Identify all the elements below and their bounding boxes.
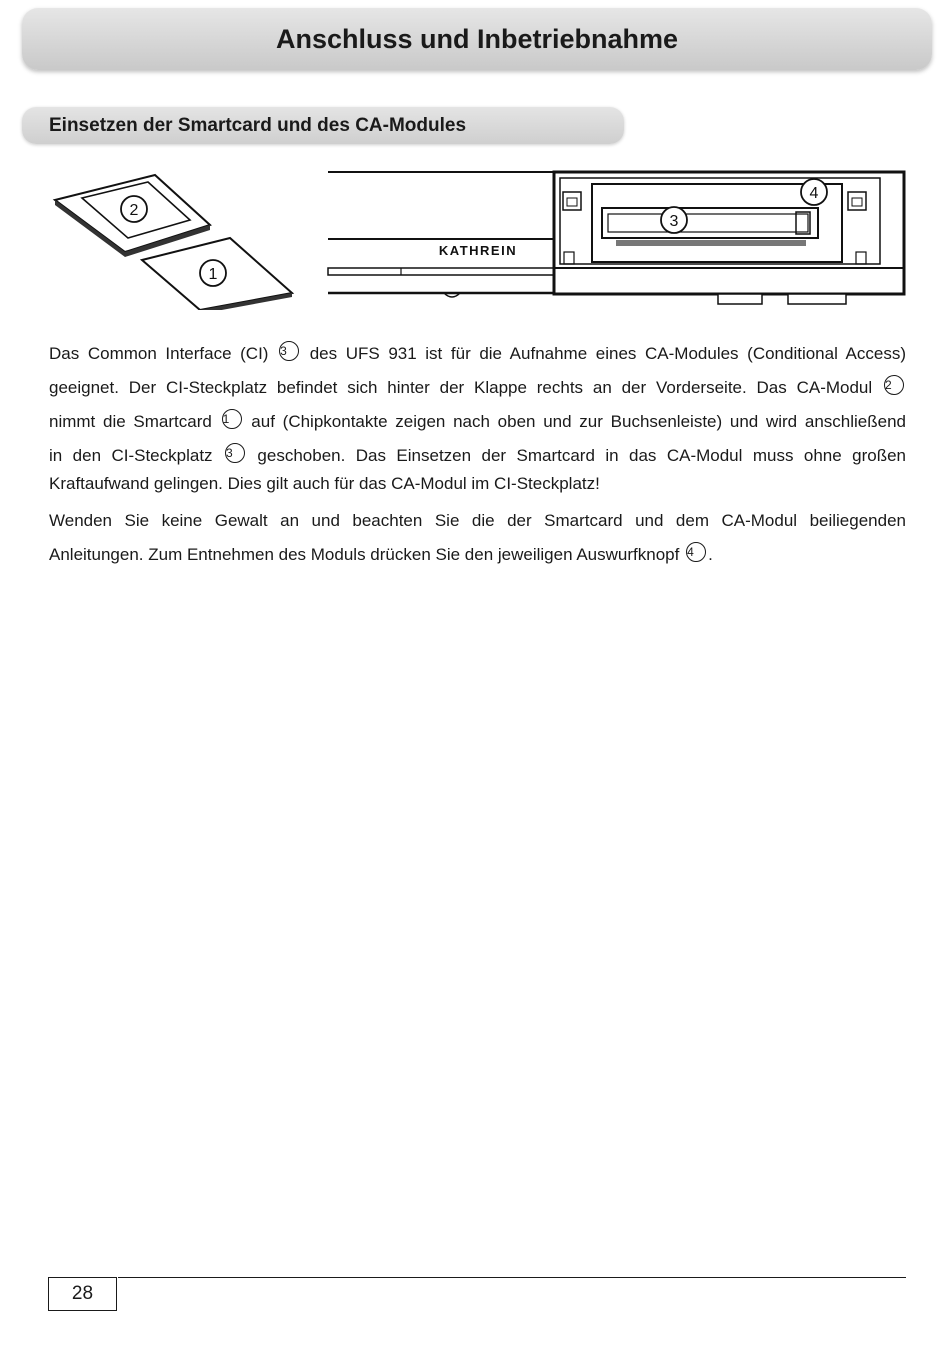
footer-rule [118, 1277, 906, 1278]
illustration [0, 160, 950, 310]
text-line: Kraftaufwand gelingen. Dies gilt auch für das CA-Modul im CI-Steckplatz! [49, 474, 600, 493]
smartcard-module-drawing [50, 160, 300, 310]
brand-logo: KATHREIN [438, 243, 518, 258]
callout-4-icon: 4 [686, 542, 706, 562]
callout-4-icon [801, 179, 827, 205]
page-number: 28 [48, 1277, 117, 1311]
callout-2-icon [121, 196, 147, 222]
svg-text:2: 2 [129, 202, 139, 219]
text-line: Wenden Sie keine Gewalt an und beachten Sie die der Smartcard und dem CA-Modul beiliegenden [49, 511, 906, 530]
text-line: Das Common Interface (CI) 3 des UFS 931 ist für die Aufnahme eines CA-Modules (Conditional Access) [49, 337, 906, 371]
page-title: Anschluss und Inbetriebnahme [275, 23, 679, 54]
section-title: Einsetzen der Smartcard und des CA-Modules [49, 115, 467, 136]
paragraph-ci-description [49, 337, 906, 495]
callout-3-icon: 3 [279, 341, 299, 361]
text-line: Anleitungen. Zum Entnehmen des Moduls drücken Sie den jeweiligen Auswurfknopf 4 . [49, 538, 906, 572]
svg-text:1: 1 [208, 266, 218, 283]
receiver-front-drawing [326, 168, 908, 313]
callout-1-icon [200, 260, 226, 286]
callout-3-icon: 3 [225, 443, 245, 463]
text-line: in den CI-Steckplatz 3 geschoben. Das Einsetzen der Smartcard in das CA-Modul muss ohne großen [49, 439, 906, 473]
callout-3-icon [661, 207, 687, 233]
page-header-banner [22, 8, 932, 70]
callout-1-icon: 1 [222, 409, 242, 429]
callout-2-icon: 2 [884, 375, 904, 395]
section-header-banner [22, 107, 624, 144]
paragraph-handling-note [49, 504, 906, 572]
svg-text:4: 4 [809, 185, 819, 202]
svg-text:3: 3 [669, 213, 679, 230]
text-line: geeignet. Der CI-Steckplatz befindet sich hinter der Klappe rechts an der Vorderseite. Das CA-Modul 2 [49, 371, 906, 405]
text-line: nimmt die Smartcard 1 auf (Chipkontakte zeigen nach oben und zur Buchsenleiste) und wird anschließend [49, 405, 906, 439]
